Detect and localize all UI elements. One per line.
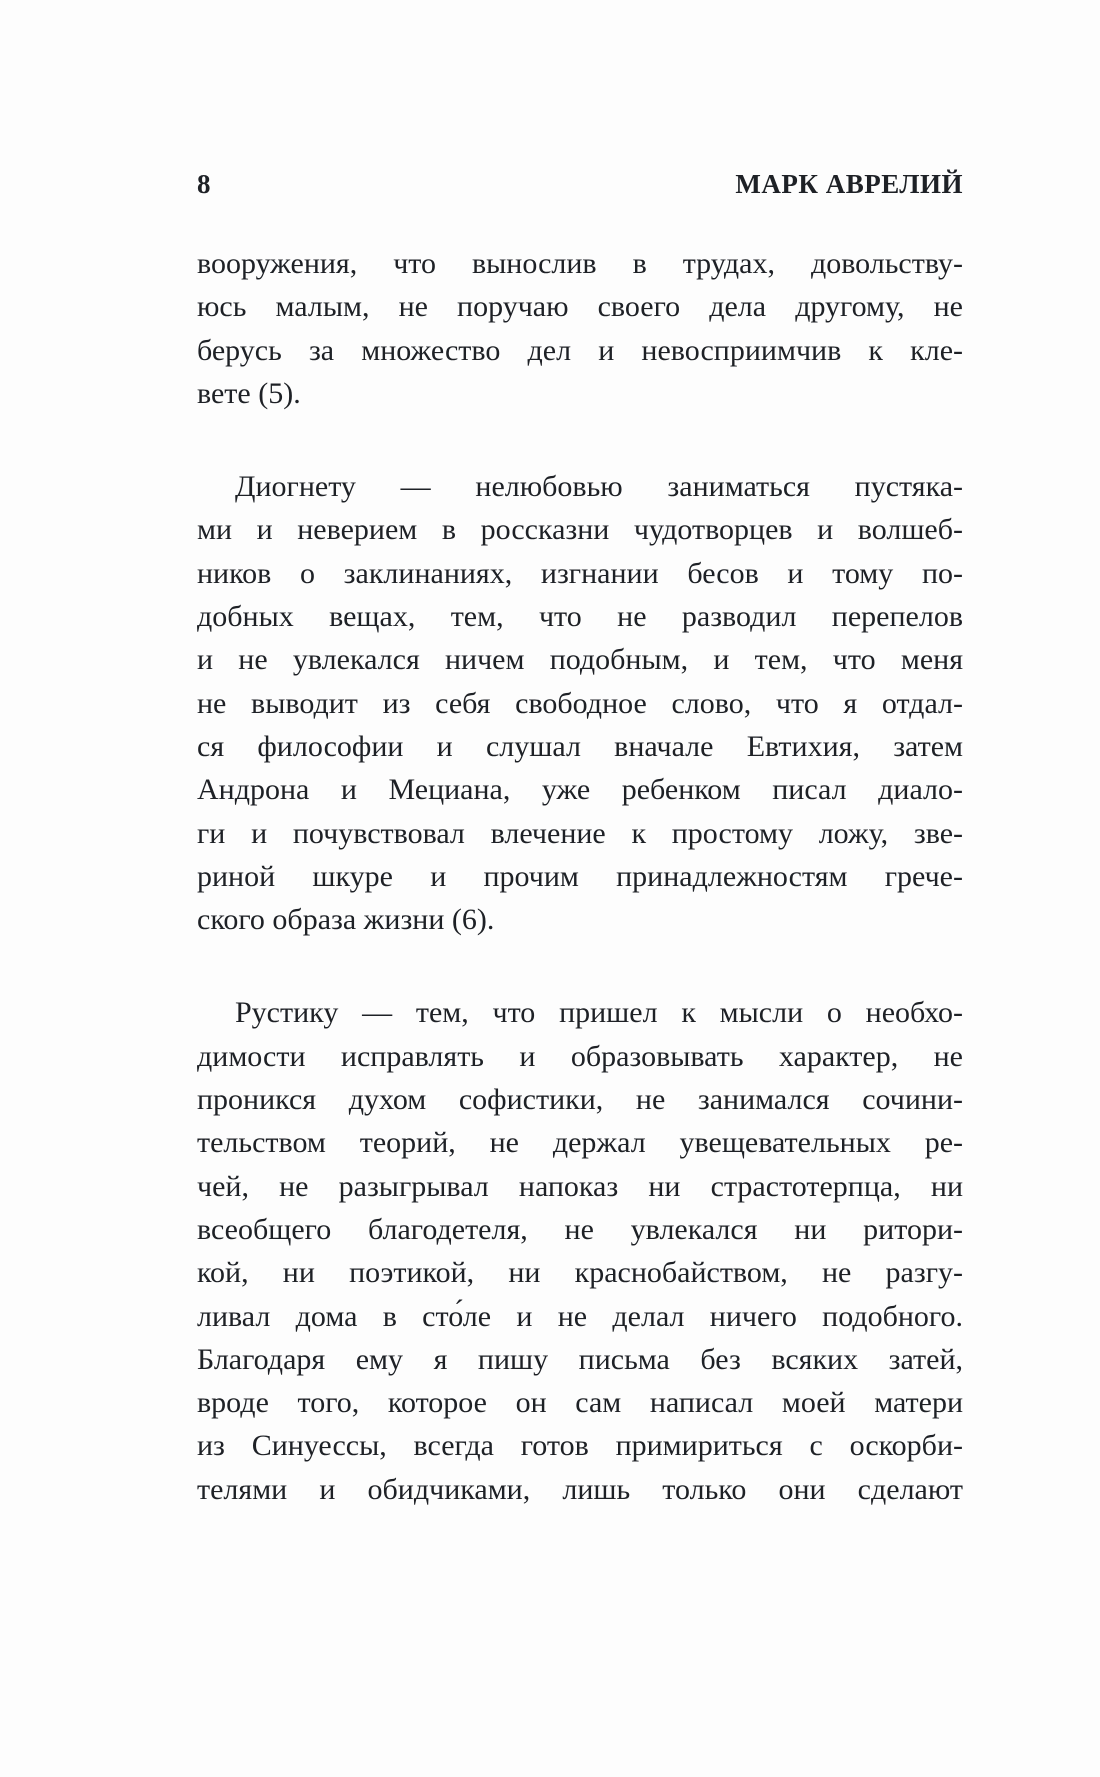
- text-line: и не увлекался ничем подобным, и тем, что меня: [197, 643, 963, 677]
- text-line: димости исправлять и образовывать характер, не: [197, 1039, 963, 1073]
- text-line: юсь малым, не поручаю своего дела другому, не: [197, 290, 963, 324]
- text-line: кой, ни поэтикой, ни краснобайством, не разгу-: [197, 1256, 963, 1290]
- text-line: риной шкуре и прочим принадлежностям грече-: [197, 859, 963, 893]
- text-line: ги и почувствовал влечение к простому ложу, зве-: [197, 816, 963, 850]
- text-line: чей, не разыгрывал напоказ ни страстотерпца, ни: [197, 1169, 963, 1203]
- text-line: ников о заклинаниях, изгнании бесов и тому по-: [197, 556, 963, 590]
- page-body: [197, 242, 963, 1511]
- text-line: из Синуессы, всегда готов примириться с оскорби-: [197, 1429, 963, 1463]
- text-line: Рустику — тем, что пришел к мысли о необхо-: [235, 996, 963, 1030]
- text-line: Диогнету — нелюбовью заниматься пустяка-: [235, 470, 963, 504]
- text-line: тельством теорий, не держал увещевательных ре-: [197, 1126, 963, 1160]
- text-line: ся философии и слушал вначале Евтихия, затем: [197, 729, 963, 763]
- text-line: Благодаря ему я пишу письма без всяких затей,: [197, 1342, 963, 1376]
- running-header-title: МАРК АВРЕЛИЙ: [735, 169, 963, 199]
- text-line: Андрона и Мециана, уже ребенком писал диало-: [197, 773, 963, 807]
- running-header: [197, 168, 963, 200]
- paragraph: [197, 991, 963, 1511]
- text-line: ливал дома в сто́ле и не делал ничего подобного.: [197, 1299, 963, 1333]
- text-line: вооружения, что вынослив в трудах, довольству-: [197, 247, 963, 280]
- text-line: не выводит из себя свободное слово, что я отдал-: [197, 686, 963, 720]
- text-line: ского образа жизни (6).: [197, 903, 495, 937]
- text-line: вете (5).: [197, 376, 301, 410]
- paragraph: [197, 242, 963, 415]
- text-line: телями и обидчиками, лишь только они сделают: [197, 1472, 963, 1506]
- page-number: 8: [197, 169, 211, 199]
- text-line: берусь за множество дел и невосприимчив к кле-: [197, 333, 963, 367]
- text-line: добных вещах, тем, что не разводил перепелов: [197, 600, 963, 634]
- text-line: всеобщего благодетеля, не увлекался ни ритори-: [197, 1212, 963, 1246]
- text-line: проникся духом софистики, не занимался сочини-: [197, 1083, 963, 1117]
- paragraph: [197, 465, 963, 941]
- text-line: вроде того, которое он сам написал моей матери: [197, 1386, 963, 1420]
- text-line: ми и неверием в россказни чудотворцев и волшеб-: [197, 513, 963, 547]
